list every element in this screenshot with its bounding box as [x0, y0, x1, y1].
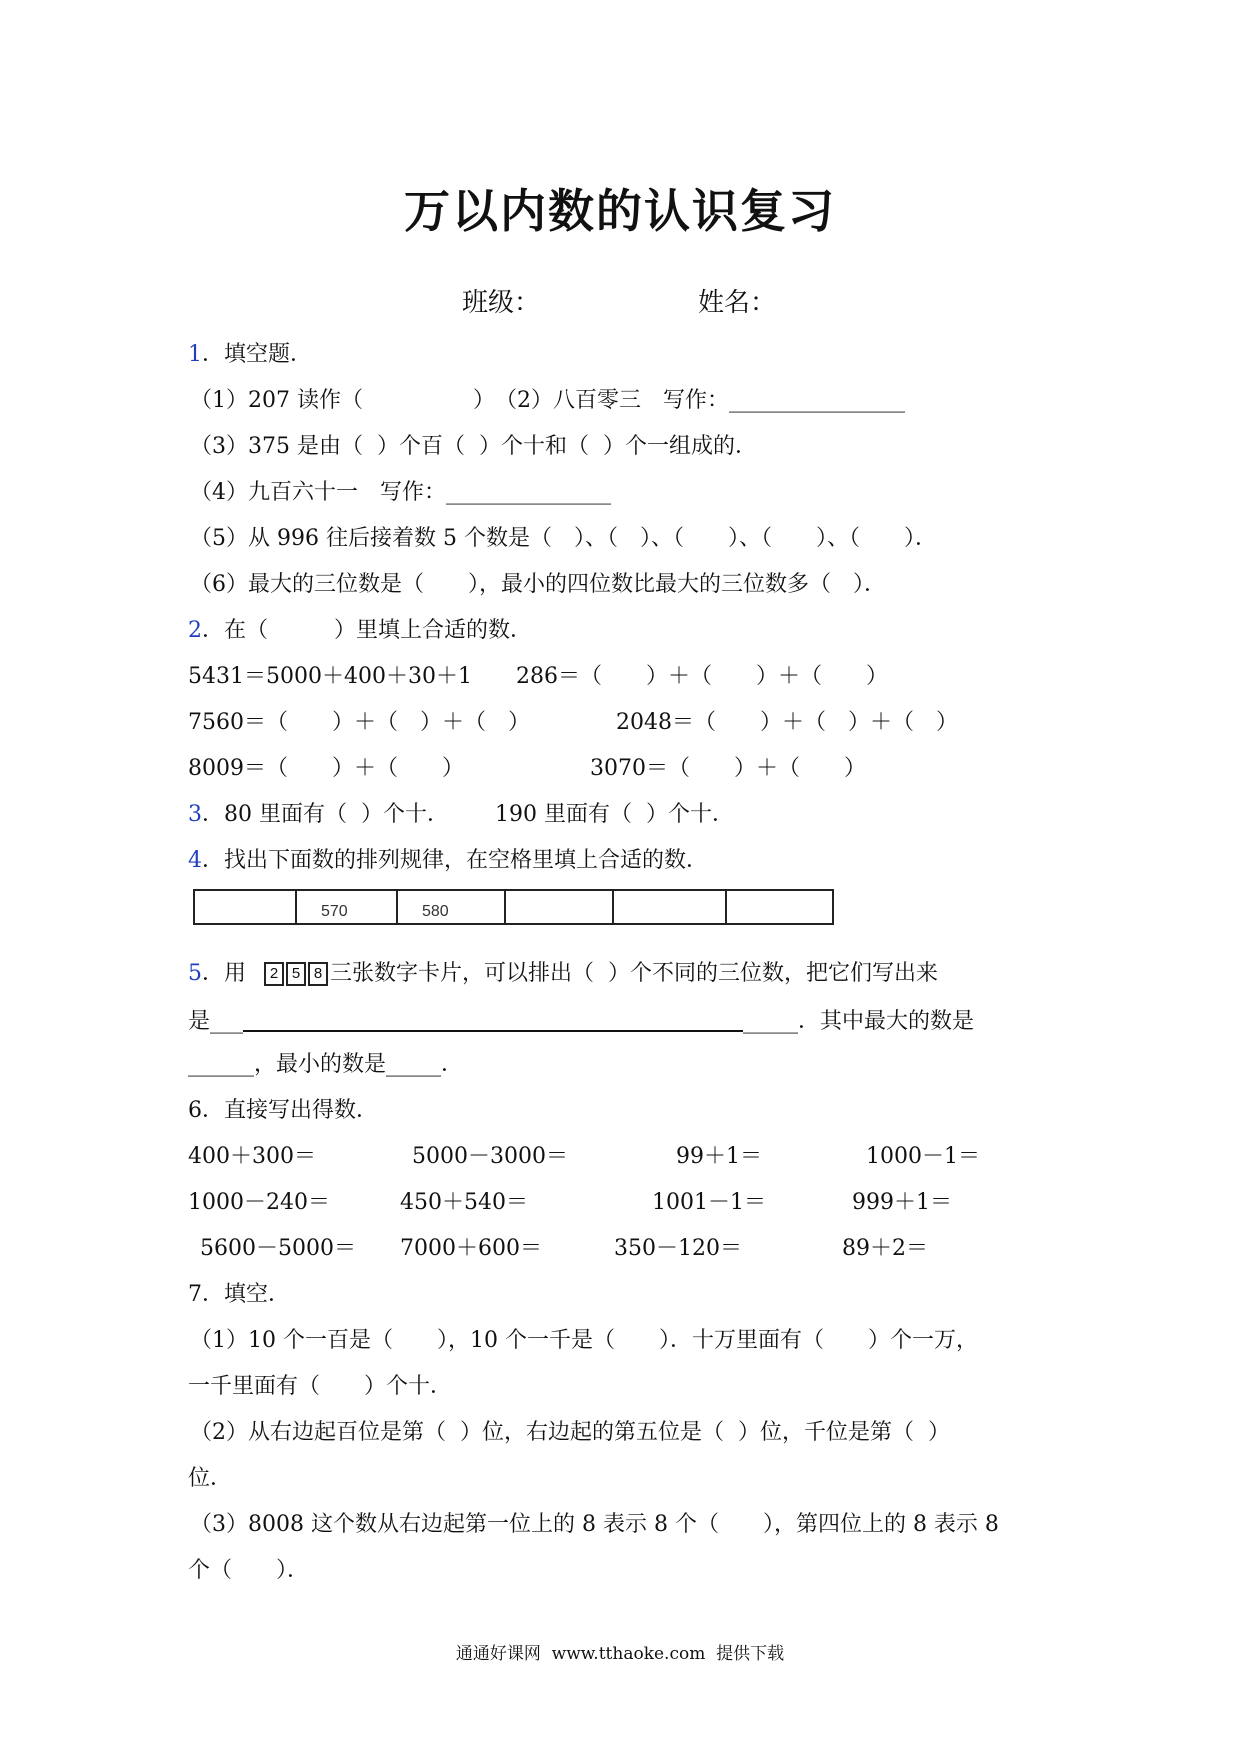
q7-line: （2）从右边起百位是第（ ）位，右边起的第五位是（ ）位，千位是第（ ） — [190, 1420, 950, 1445]
sequence-cell[interactable] — [506, 891, 614, 923]
q6-expr: 450＋540＝ — [400, 1190, 528, 1215]
q5-line-2 — [188, 1008, 974, 1033]
q6-expr: 7000＋600＝ — [400, 1236, 542, 1261]
answer-line[interactable] — [243, 1008, 743, 1032]
class-label: 班级： — [462, 288, 541, 318]
q7-heading: 7．填空． — [188, 1282, 290, 1307]
q6-expr: 400＋300＝ — [188, 1144, 316, 1169]
sequence-cell[interactable] — [614, 891, 727, 923]
q1-item-4: （4）九百六十一 写作：_______________ — [190, 480, 611, 505]
q2-number: 2 — [188, 618, 202, 643]
q5-line2-start: 是___ — [188, 1009, 244, 1034]
q5-number: 5 — [188, 961, 202, 986]
q7-line: （1）10 个一百是（ ），10 个一千是（ ）．十万里面有（ ）个一万， — [190, 1328, 978, 1353]
q1-item-5: （5）从 996 往后接着数 5 个数是（ ）、（ ）、（ ）、（ ）、（ ）． — [190, 526, 937, 551]
q2-expr: 2048＝（ ）＋（ ）＋（ ） — [616, 710, 958, 735]
q1-item-1: （1）207 读作（ ） （2）八百零三 写作：________________ — [190, 388, 905, 413]
q4-title: ．找出下面数的排列规律，在空格里填上合适的数． — [202, 848, 709, 873]
q6-expr: 99＋1＝ — [676, 1144, 762, 1169]
sequence-table — [193, 889, 834, 925]
q2-expr: 5431＝5000＋400＋30＋1 — [188, 664, 472, 689]
q6-expr: 1000－1＝ — [866, 1144, 980, 1169]
sequence-cell[interactable] — [195, 891, 297, 923]
q7-line: （3）8008 这个数从右边起第一位上的 8 表示 8 个（ ），第四位上的 8 表示 8 — [190, 1512, 999, 1537]
q3-line — [188, 804, 734, 826]
q3-part-1: ．80 里面有（ ）个十． — [202, 802, 449, 827]
digit-card: 2 — [264, 962, 284, 986]
q2-heading — [188, 620, 532, 642]
q6-expr: 89＋2＝ — [842, 1236, 928, 1261]
q1-title: ．填空题． — [202, 342, 313, 367]
q1-item-6: （6）最大的三位数是（ ），最小的四位数比最大的三位数多（ ）． — [190, 572, 886, 597]
q6-expr: 5000－3000＝ — [412, 1144, 568, 1169]
q5-pre: ．用 — [202, 961, 247, 986]
q4-heading — [188, 850, 708, 872]
q1-heading — [188, 344, 312, 366]
q5-line2-end: _____．其中最大的数是 — [743, 1009, 975, 1034]
q5-line-3: ______，最小的数是_____． — [188, 1052, 464, 1077]
q3-part-2: 190 里面有（ ）个十． — [494, 802, 734, 827]
q6-expr: 350－120＝ — [614, 1236, 742, 1261]
q6-expr: 999＋1＝ — [852, 1190, 952, 1215]
q6-heading: 6．直接写出得数． — [188, 1098, 378, 1123]
q2-expr: 7560＝（ ）＋（ ）＋（ ） — [188, 710, 530, 735]
sequence-cell[interactable] — [727, 891, 832, 923]
page-title: 万以内数的认识复习 — [404, 184, 836, 238]
q2-title: ．在（ ）里填上合适的数． — [202, 618, 533, 643]
sequence-cell: 580 — [398, 891, 506, 923]
q6-expr: 1000－240＝ — [188, 1190, 330, 1215]
digit-card: 8 — [308, 962, 328, 986]
q5-line-1 — [188, 962, 938, 986]
q2-expr: 286＝（ ）＋（ ）＋（ ） — [516, 664, 888, 689]
name-label: 姓名： — [698, 288, 777, 318]
q7-line: 一千里面有（ ）个十． — [188, 1374, 453, 1399]
digit-card: 5 — [286, 962, 306, 986]
q6-expr: 5600－5000＝ — [200, 1236, 356, 1261]
q7-line: 位． — [188, 1466, 233, 1491]
q6-expr: 1001－1＝ — [652, 1190, 766, 1215]
q2-expr: 3070＝（ ）＋（ ） — [590, 756, 866, 781]
q1-item-3: （3）375 是由（ ）个百（ ）个十和（ ）个一组成的． — [190, 434, 757, 459]
sequence-cell: 570 — [297, 891, 398, 923]
q5-post: 三张数字卡片，可以排出（ ）个不同的三位数，把它们写出来 — [330, 961, 939, 986]
q3-number: 3 — [188, 802, 202, 827]
q1-number: 1 — [188, 342, 202, 367]
footer-credit: 通通好课网 www.tthaoke.com 提供下载 — [455, 1644, 785, 1664]
q7-line: 个（ ）． — [188, 1558, 310, 1583]
q2-expr: 8009＝（ ）＋（ ） — [188, 756, 464, 781]
q4-number: 4 — [188, 848, 202, 873]
